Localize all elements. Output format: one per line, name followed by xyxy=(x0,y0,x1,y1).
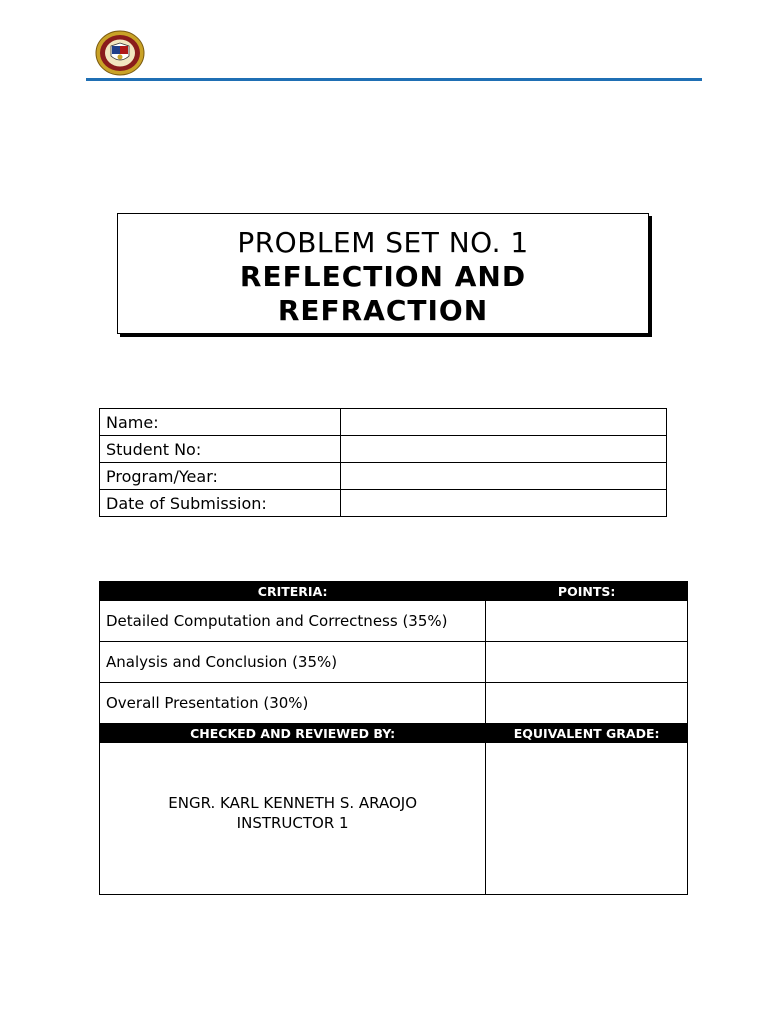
problem-set-topic: REFLECTION AND REFRACTION xyxy=(239,260,527,327)
points-presentation-field[interactable] xyxy=(486,683,688,724)
points-computation-field[interactable] xyxy=(486,601,688,642)
table-row xyxy=(100,601,688,642)
table-row xyxy=(100,642,688,683)
header-divider xyxy=(86,78,702,81)
program-year-field[interactable] xyxy=(341,463,667,490)
grading-header-row xyxy=(100,582,688,601)
table-row xyxy=(100,409,667,436)
name-field[interactable] xyxy=(341,409,667,436)
program-year-label: Program/Year: xyxy=(100,463,341,490)
date-of-submission-field[interactable] xyxy=(341,490,667,517)
table-row xyxy=(100,490,667,517)
student-info-table xyxy=(99,408,667,517)
table-row xyxy=(100,743,688,895)
points-analysis-field[interactable] xyxy=(486,642,688,683)
problem-set-number: PROBLEM SET NO. 1 xyxy=(237,226,529,259)
university-seal-logo xyxy=(95,30,145,76)
checked-reviewed-header: CHECKED AND REVIEWED BY: xyxy=(100,724,486,743)
equivalent-grade-field[interactable] xyxy=(486,743,688,895)
reviewer-cell xyxy=(100,743,486,895)
equivalent-grade-header: EQUIVALENT GRADE: xyxy=(486,724,688,743)
points-header: POINTS: xyxy=(486,582,688,601)
table-row xyxy=(100,436,667,463)
table-row xyxy=(100,463,667,490)
reviewer-title: INSTRUCTOR 1 xyxy=(236,814,349,832)
title-box xyxy=(117,213,649,334)
review-header-row xyxy=(100,724,688,743)
criteria-presentation: Overall Presentation (30%) xyxy=(100,683,486,724)
date-of-submission-label: Date of Submission: xyxy=(100,490,341,517)
criteria-header: CRITERIA: xyxy=(100,582,486,601)
student-no-label: Student No: xyxy=(100,436,341,463)
reviewer-name: ENGR. KARL KENNETH S. ARAOJO xyxy=(168,794,418,812)
name-label: Name: xyxy=(100,409,341,436)
student-no-field[interactable] xyxy=(341,436,667,463)
criteria-computation: Detailed Computation and Correctness (35%) xyxy=(100,601,486,642)
criteria-analysis: Analysis and Conclusion (35%) xyxy=(100,642,486,683)
grading-table xyxy=(99,581,688,895)
table-row xyxy=(100,683,688,724)
